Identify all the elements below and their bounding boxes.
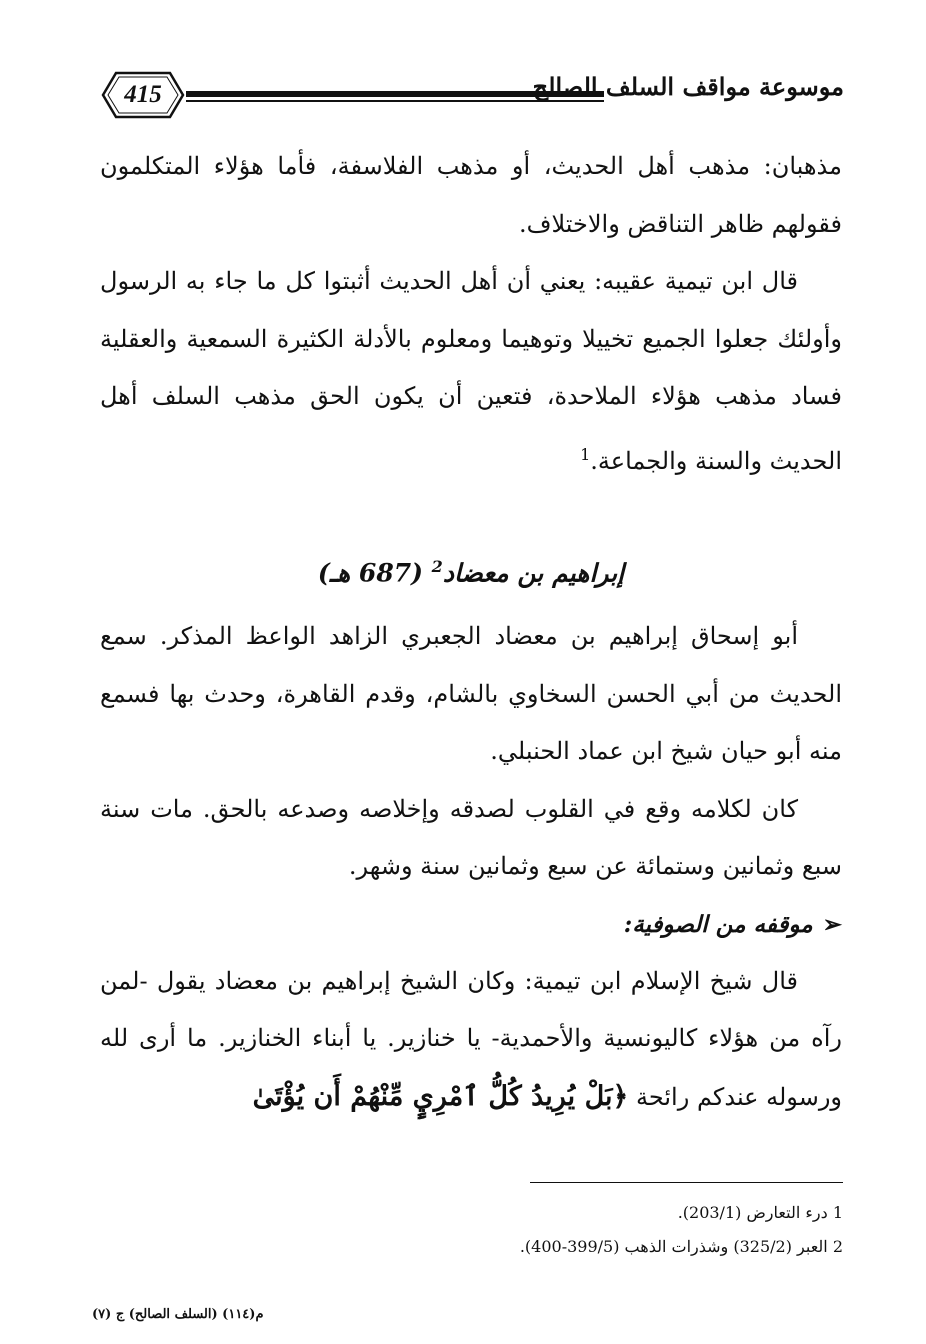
body-paragraph-text: قال ابن تيمية عقيبه: يعني أن أهل الحديث أثبتوا كل ما جاء به الرسول وأولئك جعلوا الجميع تخييلا وتوهيما ومعلوم بالأدلة الكثيرة السمعية والعقلية فساد مذهب هؤلاء الملاحدة، فتعين أن يكون الحق مذهب السلف أهل الحديث والسنة والجماعة. bbox=[100, 267, 843, 475]
footnote: 1 درء التعارض (203/1). bbox=[677, 1203, 843, 1222]
footnote-divider bbox=[530, 1182, 843, 1183]
body-paragraph: مذهبان: مذهب أهل الحديث، أو مذهب الفلاسفة، فأما هؤلاء المتكلمون فقولهم ظاهر التناقض والاختلاف. bbox=[100, 152, 842, 238]
footnotes bbox=[330, 1196, 843, 1264]
footnote-ref: 1 bbox=[580, 444, 591, 464]
page-number-badge bbox=[100, 70, 186, 120]
quran-verse: ﴿بَلْ يُرِيدُ كُلُّ ٱمْرِيٍٕ مِّنْهُمْ أَن يُؤْتَىٰ bbox=[252, 1080, 629, 1112]
subheading bbox=[100, 896, 842, 953]
footnote-ref: 2 bbox=[431, 557, 443, 576]
page-header bbox=[0, 0, 926, 130]
footnote: 2 العبر (325/2) وشذرات الذهب (399/5-400). bbox=[519, 1237, 843, 1256]
body-paragraph-text: قال شيخ الإسلام ابن تيمية: وكان الشيخ إبراهيم بن معضاد يقول -لمن رآه من هؤلاء كاليونسية والأحمدية- يا خنازير. يا أبناء الخنازير. ما أرى لله ورسوله عندكم رائحة bbox=[100, 966, 842, 1111]
arrow-icon: ➢ bbox=[822, 910, 842, 938]
section-heading bbox=[100, 542, 842, 598]
body-paragraph bbox=[100, 953, 842, 1127]
body-paragraph: أبو إسحاق إبراهيم بن معضاد الجعبري الزاهد الواعظ المذكر. سمع الحديث من أبي الحسن السخاوي بالشام، وقدم القاهرة، وحدث بها فسمع منه أبو حيان شيخ ابن عماد الحنبلي. bbox=[100, 622, 842, 766]
section-heading-name: إبراهيم بن معضاد bbox=[442, 558, 625, 588]
page-number: 415 bbox=[124, 81, 162, 108]
page-body bbox=[100, 138, 842, 1126]
body-paragraph: كان لكلامه وقع في القلوب لصدقه وإخلاصه وصدعه بالحق. مات سنة سبع وثمانين وستمائة عن سبع وثمانين سنة وشهر. bbox=[100, 794, 842, 881]
section-heading-year: (687 هـ) bbox=[317, 558, 423, 588]
body-paragraph bbox=[100, 253, 842, 490]
subheading-text: موقفه من الصوفية: bbox=[623, 910, 813, 938]
series-title: موسوعة مواقف السلف الصالح bbox=[532, 72, 844, 101]
footer-signature-mark: م(١١٤) (السلف الصالح) ج (٧) bbox=[92, 1307, 264, 1322]
